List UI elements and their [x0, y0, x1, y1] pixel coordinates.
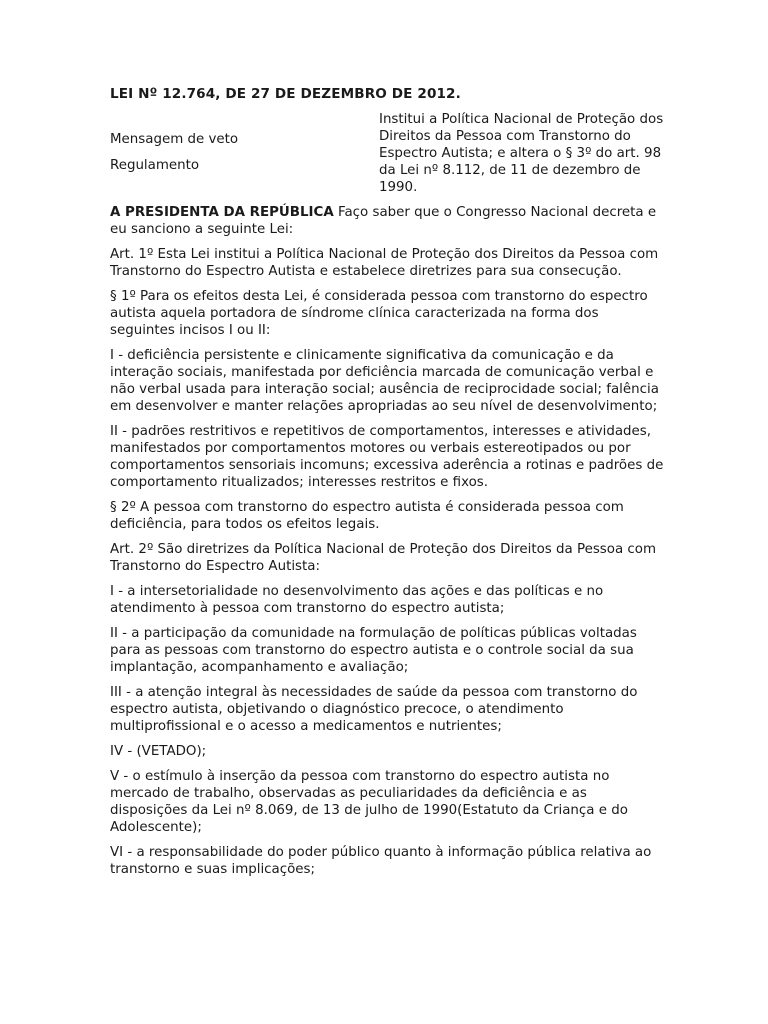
- art-1-par-1-inc-1: I - deficiência persistente e clinicamente significativa da comunicação e da interação sociais, manifestada por deficiência marcada de comunicação verbal e não verbal usada para interação social; ausência de reciprocidade social; falência em desenvolver e manter relações apropriadas ao seu nível de desenvolvimento;: [110, 348, 659, 414]
- preamble: [110, 204, 666, 238]
- art-1: Art. 1º Esta Lei institui a Política Nacional de Proteção dos Direitos da Pessoa com Transtorno do Espectro Autista e estabelece diretrizes para sua consecução.: [110, 247, 659, 279]
- art-1-par-1-inc-2: II - padrões restritivos e repetitivos de comportamentos, interesses e atividades, manifestados por comportamentos motores ou verbais estereotipados ou por comportamentos sensoriais incomuns; excessiva aderência a rotinas e padrões de comportamento ritualizados; interesses restritos e fixos.: [110, 424, 664, 490]
- art-2-inc-5: V - o estímulo à inserção da pessoa com transtorno do espectro autista no mercado de trabalho, observadas as peculiaridades da deficiência e as disposições da Lei nº 8.069, de 13 de julho de 1990(Estatuto da Criança e do Adolescente);: [110, 769, 628, 835]
- art-1-par-2: § 2º A pessoa com transtorno do espectro autista é considerada pessoa com deficiência, para todos os efeitos legais.: [110, 500, 624, 532]
- art-1-par-1: § 1º Para os efeitos desta Lei, é considerada pessoa com transtorno do espectro autista aquela portadora de síndrome clínica caracterizada na forma dos seguintes incisos I ou II:: [110, 289, 648, 338]
- law-summary: Institui a Política Nacional de Proteção dos Direitos da Pessoa com Transtorno do Espectro Autista; e altera o § 3º do art. 98 da Lei nº 8.112, de 11 de dezembro de 1990.: [379, 112, 664, 195]
- art-2-inc-2: II - a participação da comunidade na formulação de políticas públicas voltadas para as pessoas com transtorno do espectro autista e o controle social da sua implantação, acompanhamento e avaliação;: [110, 626, 637, 675]
- art-2: Art. 2º São diretrizes da Política Nacional de Proteção dos Direitos da Pessoa com Transtorno do Espectro Autista:: [110, 542, 657, 574]
- law-title: LEI Nº 12.764, DE 27 DE DEZEMBRO DE 2012.: [110, 86, 461, 102]
- art-2-inc-4: IV - (VETADO);: [110, 744, 207, 759]
- art-2-inc-3: III - a atenção integral às necessidades de saúde da pessoa com transtorno do espectro autista, objetivando o diagnóstico precoce, o atendimento multiprofissional e o acesso a medicamentos e nutrientes;: [110, 685, 638, 734]
- preamble-lead: A PRESIDENTA DA REPÚBLICA: [110, 205, 334, 220]
- art-2-inc-1: I - a intersetorialidade no desenvolvimento das ações e das políticas e no atendimento à pessoa com transtorno do espectro autista;: [110, 584, 604, 616]
- preamble-text: Faço saber que o Congresso Nacional decreta e eu sanciono a seguinte Lei:: [110, 205, 657, 237]
- art-2-inc-6: VI - a responsabilidade do poder público quanto à informação pública relativa ao transtorno e suas implicações;: [110, 845, 652, 877]
- side-links: [110, 131, 238, 183]
- law-body: [110, 204, 666, 886]
- veto-message-link[interactable]: Mensagem de veto: [110, 132, 239, 147]
- regulation-link[interactable]: Regulamento: [110, 158, 200, 173]
